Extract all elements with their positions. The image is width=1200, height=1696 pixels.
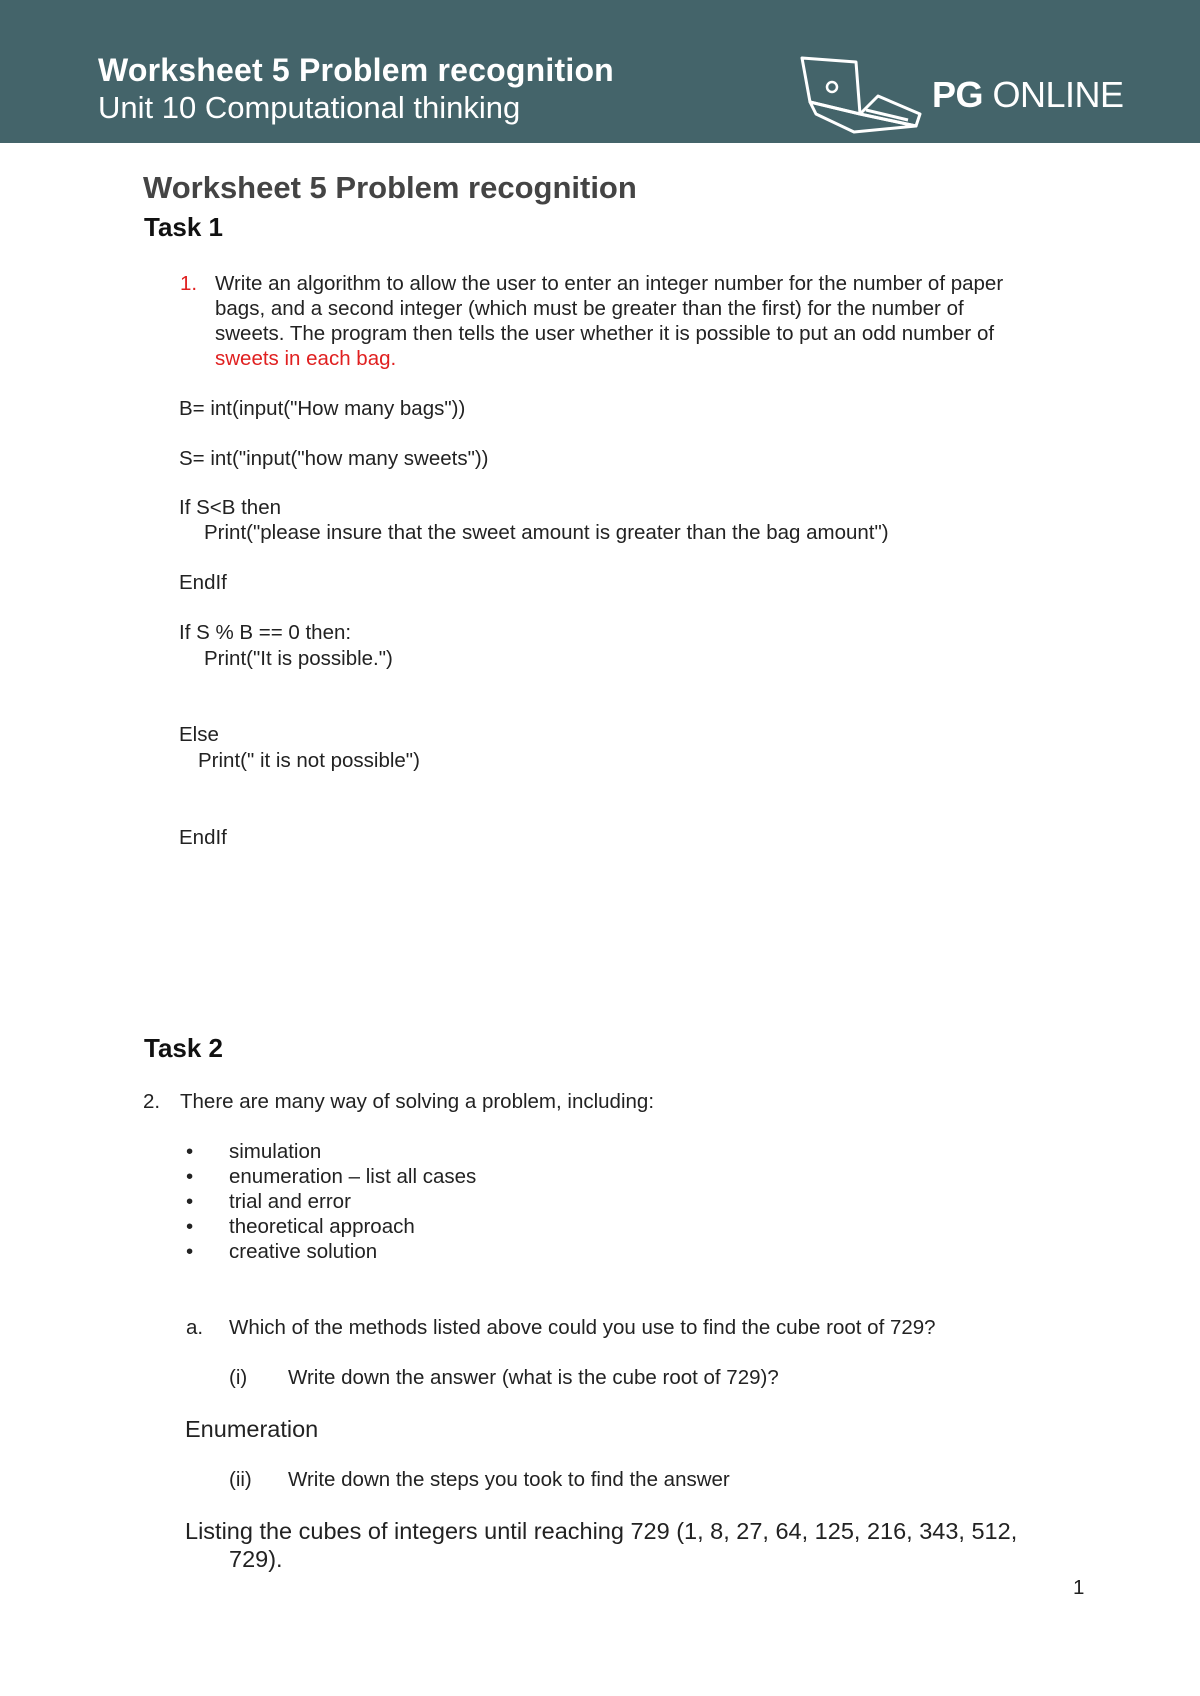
task2-question-text: There are many way of solving a problem, including:: [180, 1090, 655, 1113]
code-line: If S<B then: [179, 496, 281, 519]
header-banner: [0, 0, 1200, 143]
code-line: Print("It is possible."): [204, 647, 393, 670]
answer-ii-line-1: Listing the cubes of integers until reaching 729 (1, 8, 27, 64, 125, 216, 343, 512,: [185, 1518, 1018, 1544]
task2-question-number: 2.: [143, 1090, 161, 1113]
task1-question-line-1: Write an algorithm to allow the user to enter an integer number for the number of paper: [215, 272, 1004, 295]
code-line: EndIf: [179, 826, 227, 849]
sub-i-label: (i): [229, 1366, 248, 1389]
bullet-marker: •: [186, 1165, 194, 1188]
task1-heading: Task 1: [144, 212, 224, 242]
sub-i-text: Write down the answer (what is the cube root of 729)?: [288, 1366, 779, 1389]
code-line: S= int("input("how many sweets")): [179, 447, 489, 470]
task1-question-number: 1.: [180, 272, 198, 295]
page-number: 1: [1073, 1576, 1085, 1599]
code-line: EndIf: [179, 571, 227, 594]
answer-i: Enumeration: [185, 1416, 319, 1442]
bullet-item: trial and error: [229, 1190, 351, 1213]
code-line: Print("please insure that the sweet amount is greater than the bag amount"): [204, 521, 889, 544]
sub-ii-label: (ii): [229, 1468, 252, 1491]
header-title: Worksheet 5 Problem recognition: [98, 52, 614, 88]
bullet-marker: •: [186, 1240, 194, 1263]
bullet-item: theoretical approach: [229, 1215, 415, 1238]
page-title: Worksheet 5 Problem recognition: [143, 170, 637, 205]
bullet-marker: •: [186, 1190, 194, 1213]
laptop-icon: [796, 54, 926, 134]
header-subtitle: Unit 10 Computational thinking: [98, 90, 521, 125]
sub-ii-text: Write down the steps you took to find the answer: [288, 1468, 730, 1491]
code-line: Else: [179, 723, 219, 746]
bullet-item: enumeration – list all cases: [229, 1165, 477, 1188]
task1-question-line-3: sweets. The program then tells the user whether it is possible to put an odd number of: [215, 322, 995, 345]
bullet-item: simulation: [229, 1140, 322, 1163]
answer-ii-line-2: 729).: [229, 1546, 283, 1572]
task1-question-line-2: bags, and a second integer (which must be greater than the first) for the number of: [215, 297, 964, 320]
task1-question-line-4: sweets in each bag.: [215, 347, 397, 370]
bullet-marker: •: [186, 1215, 194, 1238]
part-a-text: Which of the methods listed above could you use to find the cube root of 729?: [229, 1316, 936, 1339]
bullet-item: creative solution: [229, 1240, 378, 1263]
code-line: B= int(input("How many bags")): [179, 397, 466, 420]
part-a-label: a.: [186, 1316, 204, 1339]
task2-heading: Task 2: [144, 1033, 224, 1063]
code-line: If S % B == 0 then:: [179, 621, 352, 644]
logo-text: PG ONLINE: [932, 74, 1124, 115]
pg-online-logo: [796, 54, 1176, 134]
code-line: Print(" it is not possible"): [198, 749, 420, 772]
bullet-marker: •: [186, 1140, 194, 1163]
